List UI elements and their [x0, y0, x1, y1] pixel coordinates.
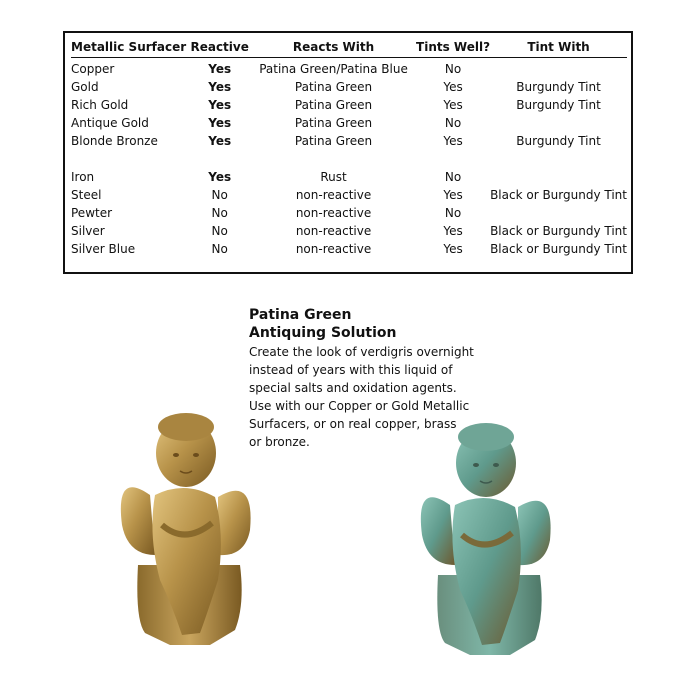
cell-reacts-with: non-reactive	[295, 224, 372, 238]
gold-cherub-statue-image	[110, 405, 260, 655]
product-title	[249, 306, 397, 342]
cell-tints-well: No	[444, 116, 462, 130]
table-group-spacer	[71, 150, 627, 168]
cell-tints-well: Yes	[443, 224, 463, 238]
description-line: Create the look of verdigris overnight	[249, 345, 474, 359]
cell-tint-with	[490, 204, 627, 222]
cell-tint-with: Black or Burgundy Tint	[490, 224, 627, 238]
cell-tints-well: Yes	[443, 188, 463, 202]
cell-surfacer: Antique Gold	[71, 116, 149, 130]
table-row	[71, 132, 627, 150]
table-row	[71, 204, 627, 222]
table-row	[71, 96, 627, 114]
table-row	[71, 168, 627, 186]
cell-tint-with: Burgundy Tint	[516, 134, 601, 148]
cell-tints-well: Yes	[443, 80, 463, 94]
description-line: Use with our Copper or Gold Metallic	[249, 399, 470, 413]
cell-reacts-with: Rust	[320, 170, 347, 184]
cell-surfacer: Silver Blue	[71, 242, 136, 256]
cell-reacts-with: non-reactive	[295, 188, 372, 202]
header-reactive: Reactive	[188, 38, 251, 58]
cell-tints-well: No	[444, 62, 462, 76]
surfacer-table-box	[63, 31, 633, 274]
cell-reacts-with: non-reactive	[295, 206, 372, 220]
cell-tint-with	[490, 114, 627, 132]
cell-reactive: No	[211, 206, 228, 220]
cell-tints-well: Yes	[443, 242, 463, 256]
cell-surfacer: Silver	[71, 224, 105, 238]
cell-tint-with: Burgundy Tint	[516, 98, 601, 112]
table-row	[71, 114, 627, 132]
cell-reactive: No	[211, 224, 228, 238]
cell-surfacer: Rich Gold	[71, 98, 129, 112]
cell-reacts-with: non-reactive	[295, 242, 372, 256]
patina-cherub-statue-image	[410, 413, 560, 665]
product-title-line1: Patina Green	[249, 307, 352, 323]
header-metallic-surfacer: Metallic Surfacer	[71, 38, 188, 58]
cell-reactive: No	[211, 188, 228, 202]
product-title-line2: Antiquing Solution	[249, 325, 397, 341]
cell-tint-with	[490, 58, 627, 79]
cell-surfacer: Pewter	[71, 206, 113, 220]
cell-reacts-with: Patina Green	[294, 98, 373, 112]
cell-reacts-with: Patina Green	[294, 116, 373, 130]
surfacer-table	[71, 38, 627, 258]
cell-reacts-with: Patina Green	[294, 80, 373, 94]
header-tints-well: Tints Well?	[416, 38, 490, 58]
cell-surfacer: Blonde Bronze	[71, 134, 158, 148]
cell-tints-well: Yes	[443, 98, 463, 112]
description-line: or bronze.	[249, 435, 310, 449]
header-tint-with: Tint With	[490, 38, 627, 58]
cell-surfacer: Copper	[71, 62, 115, 76]
cell-reactive: Yes	[208, 80, 232, 94]
cell-surfacer: Iron	[71, 170, 95, 184]
cell-reacts-with: Patina Green	[294, 134, 373, 148]
table-row	[71, 58, 627, 79]
table-row	[71, 222, 627, 240]
table-row	[71, 186, 627, 204]
cell-reactive: Yes	[208, 134, 232, 148]
cell-reacts-with: Patina Green/Patina Blue	[259, 62, 408, 76]
cell-reactive: Yes	[208, 98, 232, 112]
table-row	[71, 78, 627, 96]
cell-reactive: Yes	[208, 170, 232, 184]
cell-tint-with: Black or Burgundy Tint	[490, 242, 627, 256]
cell-reactive: Yes	[208, 62, 232, 76]
cell-surfacer: Gold	[71, 80, 99, 94]
table-row	[71, 240, 627, 258]
description-line: Surfacers, or on real copper, brass	[249, 417, 457, 431]
table-body	[71, 58, 627, 259]
cell-tints-well: Yes	[443, 134, 463, 148]
cell-tint-with	[490, 168, 627, 186]
description-line: special salts and oxidation agents.	[249, 381, 457, 395]
cell-tint-with: Black or Burgundy Tint	[490, 188, 627, 202]
cell-tint-with: Burgundy Tint	[516, 80, 601, 94]
cell-reactive: Yes	[208, 116, 232, 130]
cell-surfacer: Steel	[71, 188, 102, 202]
cell-tints-well: No	[444, 206, 462, 220]
cell-reactive: No	[211, 242, 228, 256]
description-line: instead of years with this liquid of	[249, 363, 453, 377]
cell-tints-well: No	[444, 170, 462, 184]
header-reacts-with: Reacts With	[251, 38, 416, 58]
table-header-row	[71, 38, 627, 58]
